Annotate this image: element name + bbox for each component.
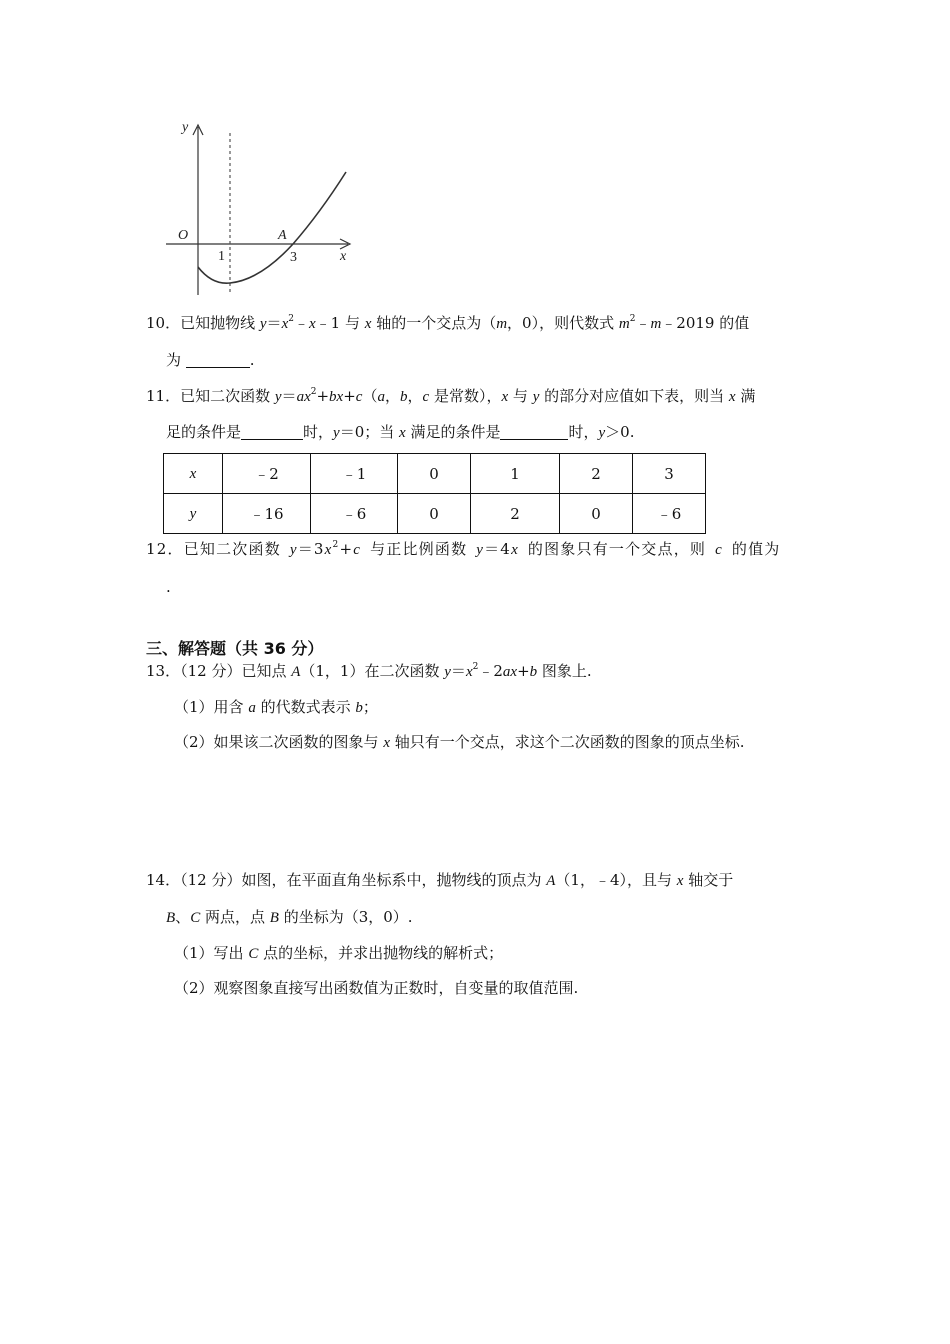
q12-number: 12．: [146, 540, 184, 558]
table-cell: ﹣16: [223, 494, 311, 534]
table-cell: 0: [398, 454, 471, 494]
tick-3-label: 3: [290, 250, 297, 265]
q10-line2: 为 .: [166, 351, 255, 369]
table-cell: 2: [471, 494, 560, 534]
q13-line1: 13．（12 分）已知点 A（1，1）在二次函数 $y=x^2﹣2ax+b$ 图象上.: [146, 662, 592, 680]
parabola-graph: [160, 115, 360, 300]
q10-number: 10．: [146, 314, 181, 332]
section-heading: 三、解答题（共 36 分）: [146, 639, 324, 658]
table-cell: ﹣1: [311, 454, 398, 494]
origin-label: O: [178, 228, 189, 243]
table-cell: ﹣6: [311, 494, 398, 534]
q14-number: 14．: [146, 871, 181, 889]
q14-part2: （2）观察图象直接写出函数值为正数时，自变量的取值范围.: [174, 979, 579, 997]
q13-part1: （1）用含 a 的代数式表示 b；: [174, 698, 378, 716]
table-cell: ﹣2: [223, 454, 311, 494]
point-a-label: A: [278, 228, 287, 243]
table-row-x: [164, 454, 706, 494]
x-axis-label: x: [340, 249, 347, 264]
q14-part1: （1）写出 C 点的坐标，并求出抛物线的解析式；: [174, 944, 504, 962]
table-cell: 0: [560, 494, 633, 534]
q12-line1: 12．已知二次函数 $y=3x^2+c$ 与正比例函数 y＝4x 的图象只有一个交点，则 c 的值为: [146, 540, 781, 558]
q13-number: 13．: [146, 662, 181, 680]
tick-1-label: 1: [218, 249, 225, 264]
table-cell: 2: [560, 454, 633, 494]
answer-blank[interactable]: [186, 353, 250, 368]
q14-line2: B、C 两点，点 B 的坐标为（3，0）.: [166, 908, 413, 926]
answer-blank[interactable]: [241, 425, 303, 440]
q11-line2: 足的条件是 时，y＝0；当 x 满足的条件是 时，y＞0.: [166, 423, 635, 441]
q11-line1: 11．已知二次函数 $y=ax^2+bx+c(a$，b，c 是常数），x 与 y 的部分对应值如下表，则当 x 满: [146, 387, 756, 405]
table-header-x: x: [164, 454, 223, 494]
value-table: [163, 453, 706, 534]
table-cell: ﹣6: [633, 494, 706, 534]
q11-number: 11．: [146, 387, 181, 405]
answer-blank[interactable]: [500, 425, 568, 440]
q14-line1: 14．（12 分）如图，在平面直角坐标系中，抛物线的顶点为 A（1，﹣4），且与 x 轴交于: [146, 871, 734, 889]
table-cell: 1: [471, 454, 560, 494]
q12-line2: .: [166, 578, 171, 596]
q13-part2: （2）如果该二次函数的图象与 x 轴只有一个交点，求这个二次函数的图象的顶点坐标.: [174, 733, 745, 751]
table-row-y: [164, 494, 706, 534]
y-axis-label: y: [182, 120, 189, 135]
q10-line1: 10．已知抛物线 $y=x^2﹣x﹣1$ 与 x 轴的一个交点为（m，0），则代数式 $m^2﹣m﹣2019$ 的值: [146, 314, 750, 332]
parabola-curve: [198, 172, 346, 283]
table-cell: 0: [398, 494, 471, 534]
table-cell: 3: [633, 454, 706, 494]
table-header-y: y: [164, 494, 223, 534]
